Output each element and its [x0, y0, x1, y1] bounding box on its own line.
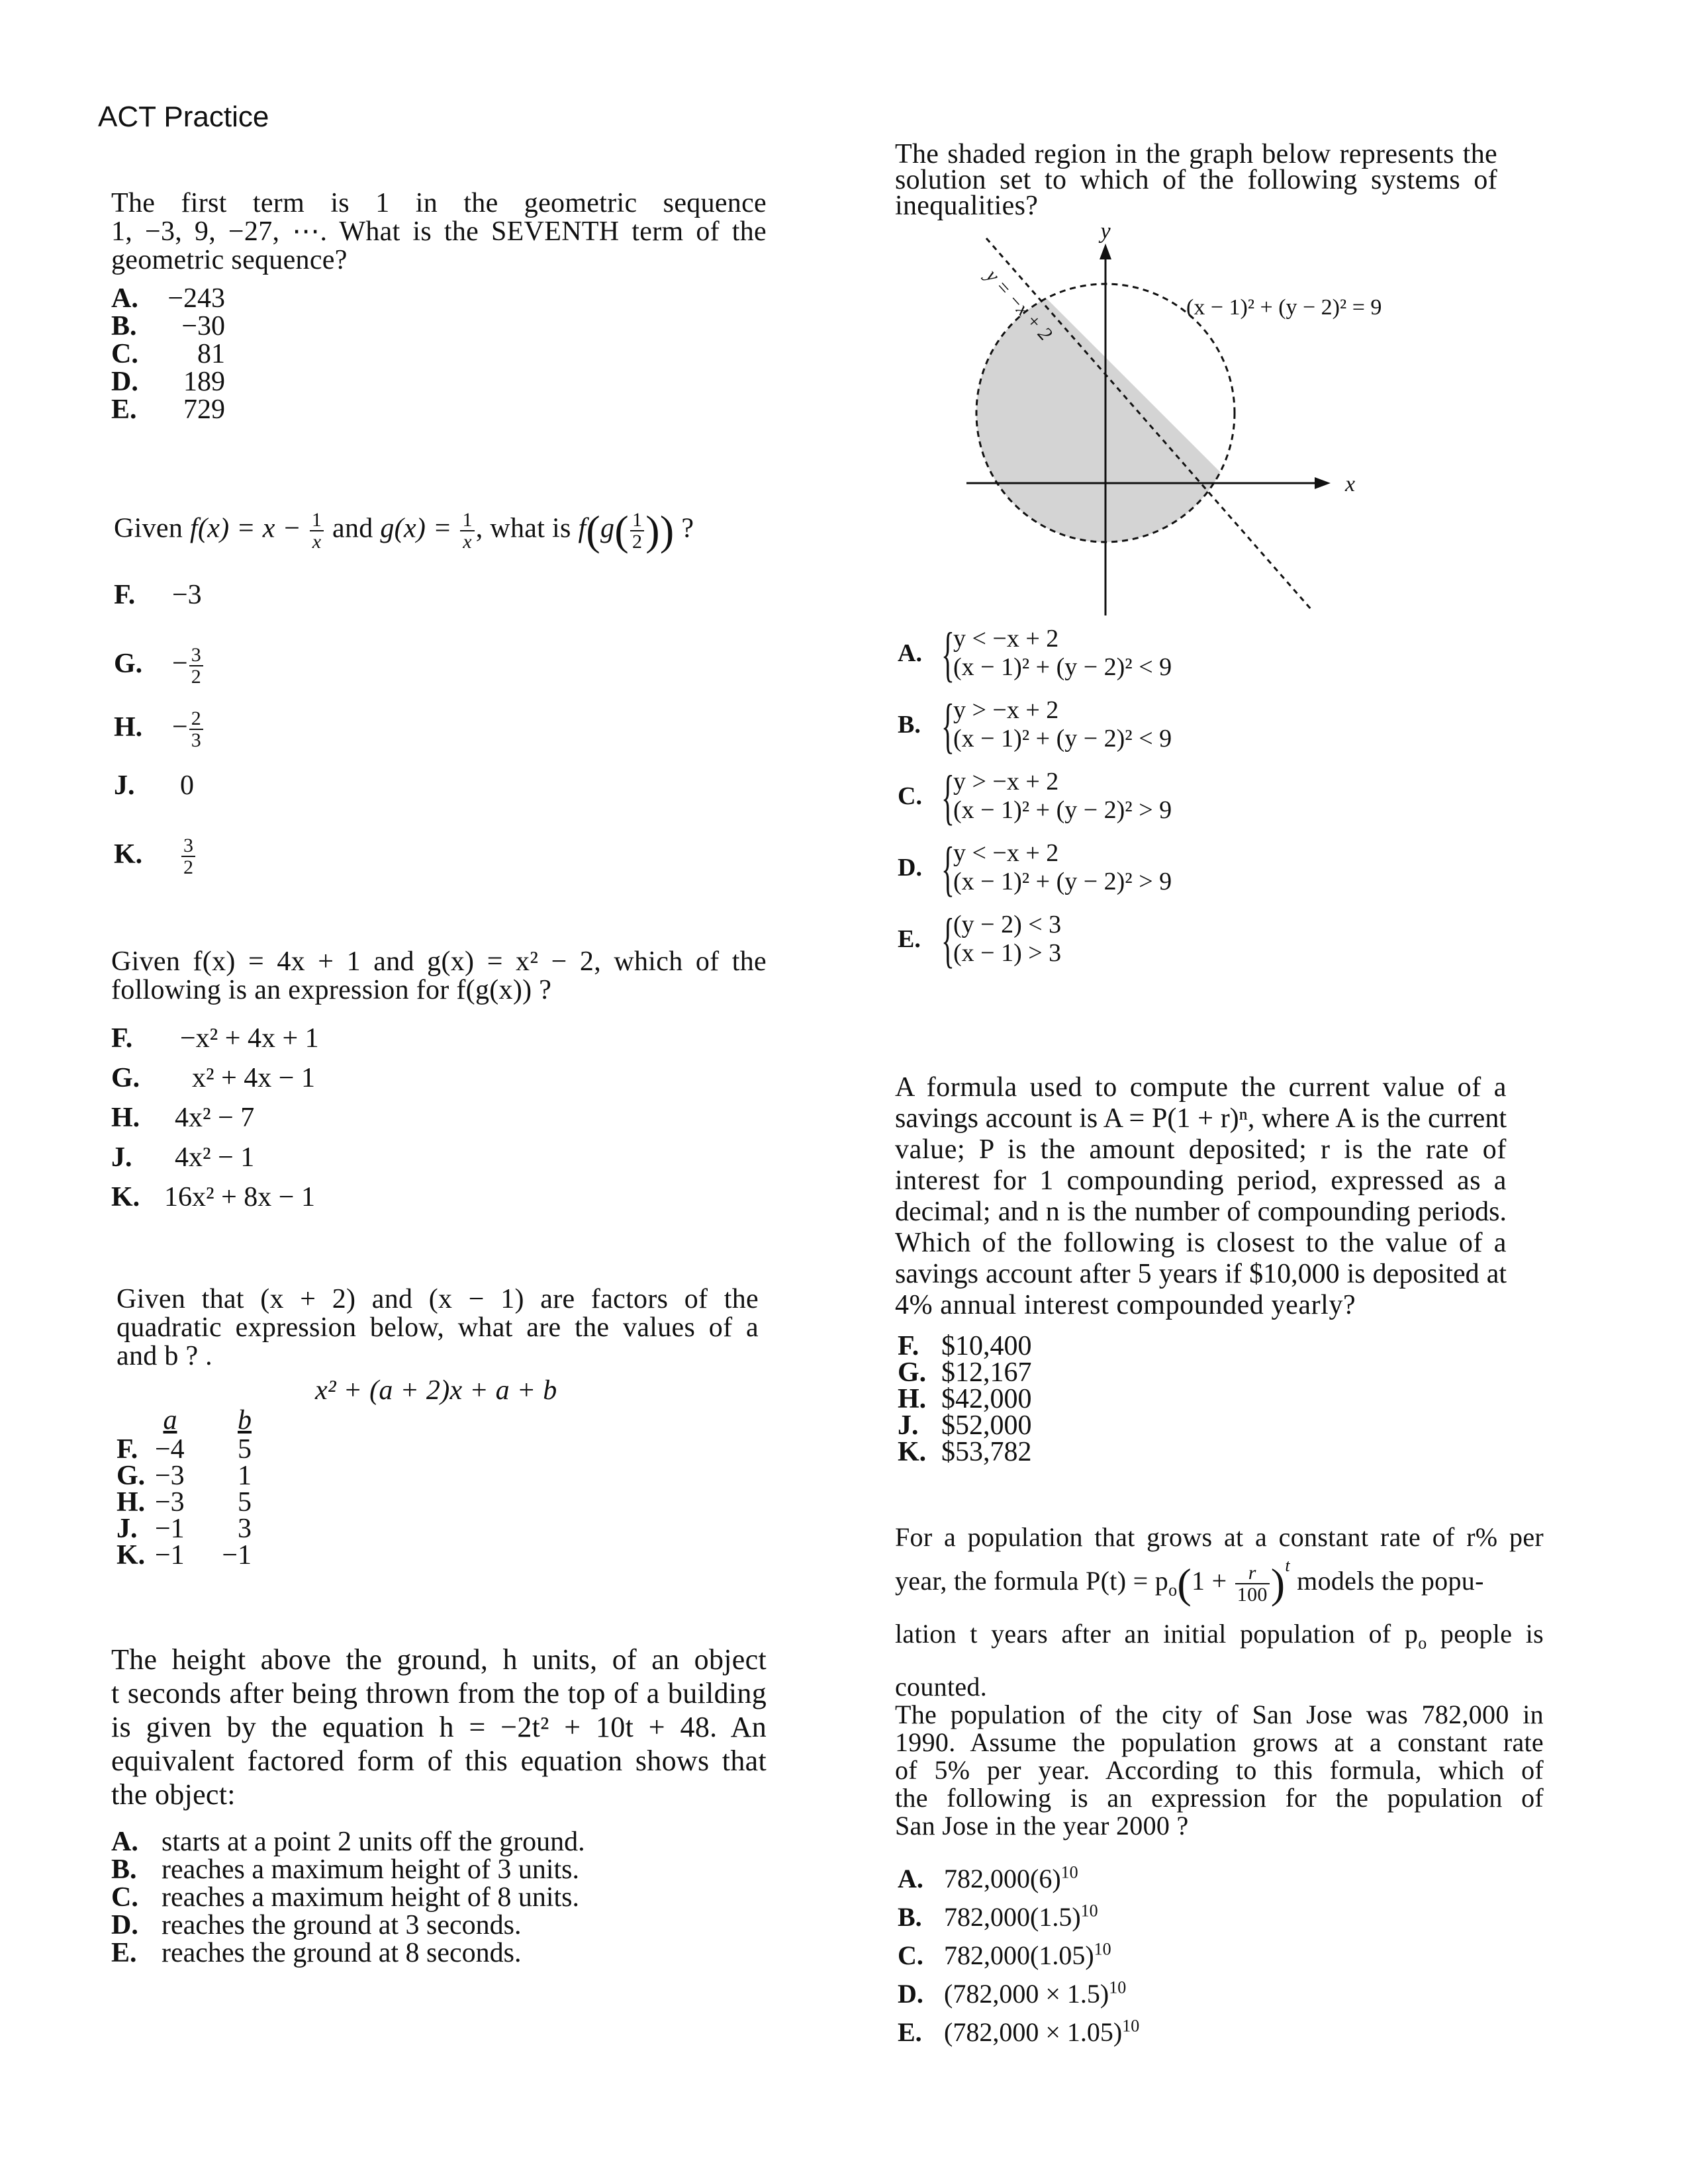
line-equation-label: y = −x + 2 — [981, 265, 1056, 345]
question-inequality — [895, 139, 1497, 221]
column-header-a: a — [163, 1405, 177, 1435]
answer-choice[interactable]: B. $782,000(1.5)^{10}$ — [898, 1901, 1098, 1932]
inequality-graph — [966, 218, 1356, 615]
question-text-line: the object: — [111, 1778, 236, 1811]
answer-choice[interactable]: C. { y > −x + 2 (x − 1)² + (y − 2)² > 9 — [898, 763, 1172, 831]
answer-choices-height — [111, 1828, 585, 1967]
question-text-line: savings account after 5 years if $10,000 is deposited at — [895, 1259, 1507, 1289]
answer-choices-composite2 — [111, 1024, 319, 1223]
answer-choice[interactable]: E. reaches the ground at 8 seconds. — [111, 1938, 522, 1968]
question-text-line: value; P is the amount deposited; r is the rate of — [895, 1134, 1507, 1165]
answer-choice[interactable]: J. $52,000 — [898, 1410, 1032, 1441]
answer-choice[interactable]: K. −1 −1 — [117, 1540, 252, 1570]
page-title: ACT Practice — [98, 101, 269, 133]
question-text-line: Given that (x + 2) and (x − 1) are factors of the — [117, 1284, 759, 1314]
answer-choice[interactable]: B. { y > −x + 2 (x − 1)² + (y − 2)² < 9 — [898, 692, 1172, 759]
answer-choice[interactable]: K. $53,782 — [898, 1437, 1032, 1467]
answer-choice[interactable]: C. reaches a maximum height of 8 units. — [111, 1882, 580, 1913]
question-population-formula — [895, 1516, 1544, 1709]
answer-choice[interactable]: H. − $\frac{2}{3}$ — [114, 708, 205, 772]
answer-choice[interactable]: J. 0 — [114, 770, 194, 801]
answer-choice[interactable]: F. −3 — [114, 580, 202, 610]
answer-choice[interactable]: J. −1 3 — [117, 1514, 252, 1544]
answer-choice[interactable]: A. −243 — [111, 283, 225, 314]
question-text-line: inequalities? — [895, 191, 1039, 221]
question-text-line: The height above the ground, h units, of an object — [111, 1643, 767, 1676]
y-axis-label: y — [1100, 219, 1111, 244]
question-text-line: equivalent factored form of this equation shows that — [111, 1745, 767, 1777]
answer-choice[interactable]: G. $12,167 — [898, 1357, 1032, 1388]
question-height — [111, 1643, 767, 1811]
question-population — [895, 1701, 1544, 1840]
question-text-line: Given f(x) = 4x + 1 and g(x) = x² − 2, which of the — [111, 946, 767, 977]
question-text-line: solution set to which of the following systems of — [895, 165, 1497, 195]
answer-choice[interactable]: C. 81 — [111, 339, 225, 369]
question-geometric-sequence — [111, 189, 767, 275]
answer-choice[interactable]: E. { (y − 2) < 3 (x − 1) > 3 — [898, 906, 1062, 974]
shaded-area-under-line — [966, 218, 1364, 615]
answer-choice[interactable]: E. 729 — [111, 394, 225, 425]
question-text-line: and b ? . — [117, 1341, 212, 1371]
answer-choice[interactable]: A. starts at a point 2 units off the ground. — [111, 1827, 585, 1857]
question-composite-polynomial — [111, 948, 767, 1005]
answer-choice[interactable]: H. $42,000 — [898, 1384, 1032, 1414]
x-axis-arrow — [1315, 477, 1331, 489]
question-text-line: is given by the equation h = −2t² + 10t + 48. An — [111, 1711, 767, 1743]
question-text-line: 1, −3, 9, −27, ⋯. What is the SEVENTH term of the — [111, 216, 767, 247]
question-text-line: Which of the following is closest to the value of a — [895, 1228, 1507, 1258]
question-text-line: quadratic expression below, what are the values of a — [117, 1312, 759, 1343]
answer-choices-geometric — [111, 285, 225, 424]
question-text-line: The shaded region in the graph below represents the — [895, 139, 1497, 169]
question-text-line: 4% annual interest compounded yearly? — [895, 1290, 1356, 1320]
answer-choice[interactable]: F. $10,400 — [898, 1331, 1032, 1361]
answer-choice[interactable]: D. { y < −x + 2 (x − 1)² + (y − 2)² > 9 — [898, 835, 1172, 902]
question-factors — [117, 1285, 759, 1371]
answer-choice[interactable]: H. −3 5 — [117, 1487, 252, 1518]
circle-equation-label: (x − 1)² + (y − 2)² = 9 — [1186, 295, 1382, 320]
question-text-line: following is an expression for f(g(x)) ? — [111, 975, 552, 1005]
quadratic-expression: x² + (a + 2)x + a + b — [315, 1375, 557, 1406]
answer-choice[interactable]: A. $782,000(6)^{10}$ — [898, 1862, 1078, 1893]
answer-choices-savings — [898, 1333, 1032, 1465]
answer-choice[interactable]: D. reaches the ground at 3 seconds. — [111, 1910, 522, 1940]
question-text-line: The first term is 1 in the geometric sequence — [111, 188, 767, 218]
answer-choice[interactable]: D. $(782,000 \times 1.5)^{10}$ — [898, 1978, 1127, 2009]
answer-choice[interactable]: K. $\frac{3}{2}$ — [114, 835, 205, 899]
answer-choice[interactable]: E. $(782,000 \times 1.05)^{10}$ — [898, 2016, 1140, 2047]
question-text-line: San Jose in the year 2000 ? — [895, 1811, 1189, 1841]
answer-choices-inequality — [898, 620, 1172, 982]
answer-choice[interactable]: G. −3 1 — [117, 1461, 252, 1491]
question-text-line: of 5% per year. According to this formula, which of — [895, 1755, 1544, 1785]
question-text-line: counted. — [895, 1672, 988, 1702]
answer-choice[interactable]: F. −x² + 4x + 1 — [111, 1023, 319, 1054]
question-text-line: geometric sequence? — [111, 245, 348, 275]
answer-choice[interactable]: D. 189 — [111, 367, 225, 397]
answer-choices-population — [898, 1860, 1139, 2052]
question-text-line: The population of the city of San Jose was 782,000 in — [895, 1700, 1544, 1729]
question-text-line: t seconds after being thrown from the top of a building — [111, 1677, 767, 1709]
answer-choice[interactable]: G. − $\frac{3}{2}$ — [114, 645, 205, 708]
question-text-line: For a population that grows at a constant rate of r% per — [895, 1522, 1544, 1552]
question-text-line: 1990. Assume the population grows at a constant rate — [895, 1727, 1544, 1757]
question-text-line: year, the formula $P(t) = p_o(1$ + $\frac{r}{100}$ )$^t$ models the popu- — [895, 1556, 1484, 1607]
answer-choice[interactable]: B. reaches a maximum height of 3 units. — [111, 1854, 580, 1885]
column-header-b: b — [238, 1405, 252, 1435]
answer-choice[interactable]: B. −30 — [111, 311, 225, 341]
question-text-line: A formula used to compute the current value of a — [895, 1072, 1507, 1103]
answer-choice[interactable]: C. $782,000(1.05)^{10}$ — [898, 1939, 1111, 1970]
answer-choice[interactable]: A. { y < −x + 2 (x − 1)² + (y − 2)² < 9 — [898, 620, 1172, 688]
question-text-line: decimal; and n is the number of compounding periods. — [895, 1197, 1507, 1227]
answer-choice[interactable]: J. 4x² − 1 — [111, 1142, 255, 1173]
answer-choice[interactable]: H. 4x² − 7 — [111, 1103, 255, 1133]
question-text-line: savings account is A = P(1 + r)ⁿ, where A is the current — [895, 1103, 1507, 1134]
question-composite-fraction: Given f(x) = x − $\frac{1}{x}$ and g(x) = $\frac{1}{x}$ , what is f(g( $\frac{1}{2}$ )) ? — [114, 507, 694, 554]
answer-choice[interactable]: K. 16x² + 8x − 1 — [111, 1182, 315, 1212]
factors-table — [117, 1407, 252, 1569]
question-text-line: the following is an expression for the population of — [895, 1783, 1544, 1813]
answer-choice[interactable]: F. −4 5 — [117, 1434, 252, 1465]
answer-choices-composite1 — [114, 581, 205, 899]
x-axis-label: x — [1345, 472, 1356, 496]
question-text-line: lation t years after an initial population of $p_o$ people is — [895, 1619, 1544, 1653]
y-axis-arrow — [1100, 244, 1111, 259]
question-savings — [895, 1072, 1507, 1321]
answer-choice[interactable]: G. x² + 4x − 1 — [111, 1063, 315, 1093]
question-text-line: interest for 1 compounding period, expressed as a — [895, 1165, 1507, 1196]
